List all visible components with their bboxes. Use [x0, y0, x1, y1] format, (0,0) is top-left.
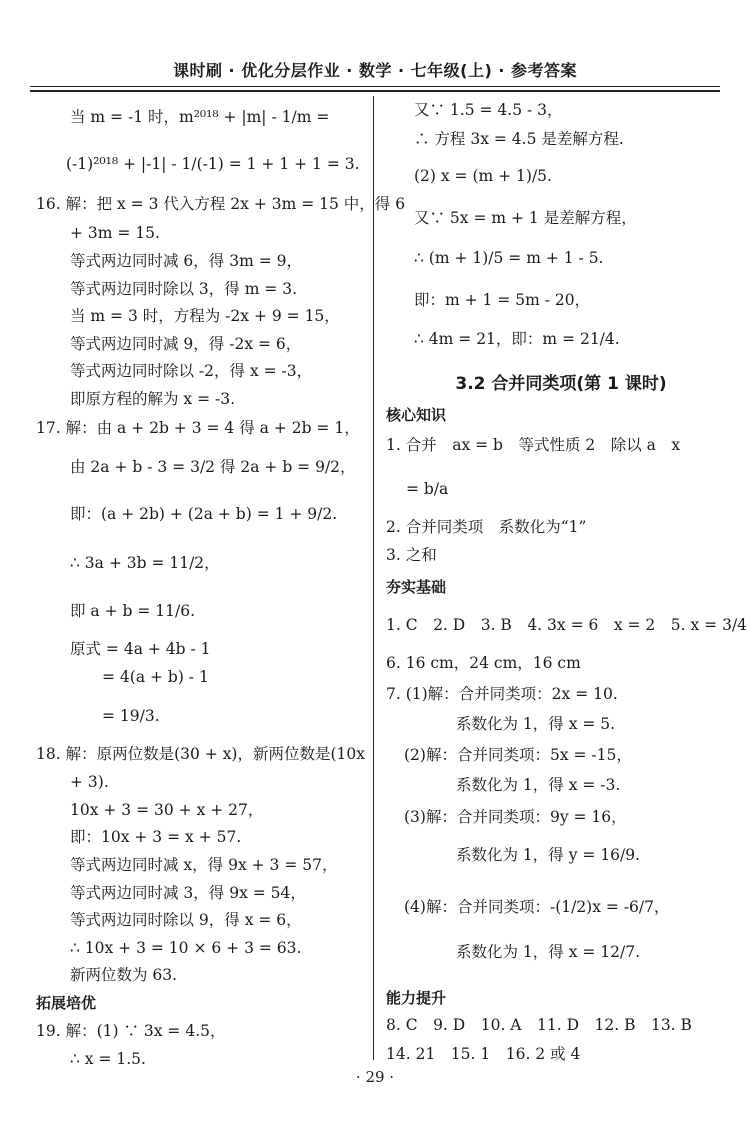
section-heading: 夯实基础	[386, 578, 447, 596]
text-line: 由 2a + b - 3 = 3/2 得 2a + b = 9/2，	[70, 458, 356, 476]
text-line: 即：m + 1 = 5m - 20，	[414, 291, 591, 309]
header-rule	[30, 86, 720, 87]
text-line: 等式两边同时除以 9，得 x = 6，	[70, 911, 302, 929]
text-line: 8. C 9. D 10. A 11. D 12. B 13. B	[386, 1016, 692, 1034]
text-line: 即：10x + 3 = x + 57.	[70, 828, 242, 846]
section-heading: 拓展培优	[36, 994, 97, 1012]
text-line: ∴ x = 1.5.	[70, 1050, 146, 1068]
text-line: 18. 解：原两位数是(30 + x)，新两位数是(10x	[36, 745, 365, 763]
section-heading: 核心知识	[386, 406, 447, 424]
text-line: + 3).	[70, 773, 109, 791]
text-line: 即：(a + 2b) + (2a + b) = 1 + 9/2.	[70, 505, 338, 523]
text-line: 等式两边同时减 6，得 3m = 9，	[70, 252, 302, 270]
text-line: (3)解：合并同类项：9y = 16，	[404, 808, 627, 826]
text-line: ∴ 4m = 21，即：m = 21/4.	[414, 330, 620, 348]
text-line: 1. 合并 ax = b 等式性质 2 除以 a x	[386, 436, 681, 454]
text-line: 系数化为 1，得 x = -3.	[456, 776, 621, 794]
text-line: (2) x = (m + 1)/5.	[414, 167, 552, 185]
text-line: 等式两边同时除以 3，得 m = 3.	[70, 280, 298, 298]
text-line: 原式 = 4a + 4b - 1	[70, 640, 211, 658]
header-rule-thick	[30, 90, 720, 92]
text-line: ∴ (m + 1)/5 = m + 1 - 5.	[414, 249, 604, 267]
text-line: 6. 16 cm，24 cm，16 cm	[386, 654, 581, 672]
text-line: (-1)²⁰¹⁸ + |-1| - 1/(-1) = 1 + 1 + 1 = 3.	[66, 155, 360, 173]
text-line: 系数化为 1，得 x = 12/7.	[456, 943, 641, 961]
section-title: 3.2 合并同类项(第 1 课时)	[455, 374, 667, 394]
text-line: ∴ 10x + 3 = 10 × 6 + 3 = 63.	[70, 939, 302, 957]
text-line: (2)解：合并同类项：5x = -15，	[404, 746, 632, 764]
text-line: 10x + 3 = 30 + x + 27，	[70, 801, 264, 819]
text-line: 系数化为 1，得 y = 16/9.	[456, 846, 641, 864]
text-line: 17. 解：由 a + 2b + 3 = 4 得 a + 2b = 1，	[36, 419, 360, 437]
text-line: 2. 合并同类项 系数化为“1”	[386, 518, 587, 536]
text-line: 等式两边同时减 x，得 9x + 3 = 57，	[70, 856, 338, 874]
text-line: 当 m = -1 时，m²⁰¹⁸ + |m| - 1/m =	[70, 108, 330, 126]
page-header: 课时刷 · 优化分层作业 · 数学 · 七年级(上) · 参考答案	[172, 61, 577, 80]
text-line: + 3m = 15.	[70, 224, 160, 242]
text-line: 3. 之和	[386, 546, 437, 564]
text-line: 1. C 2. D 3. B 4. 3x = 6 x = 2 5. x = 3/4	[386, 616, 748, 634]
text-line: = b/a	[406, 480, 449, 498]
text-line: 又∵ 1.5 = 4.5 - 3，	[414, 101, 563, 119]
page-number: · 29 ·	[355, 1068, 395, 1086]
text-line: (4)解：合并同类项：-(1/2)x = -6/7，	[404, 898, 670, 916]
text-line: 等式两边同时除以 -2，得 x = -3，	[70, 362, 313, 380]
text-line: ∴ 方程 3x = 4.5 是差解方程.	[414, 130, 624, 148]
text-line: 等式两边同时减 3，得 9x = 54，	[70, 884, 306, 902]
text-line: 即原方程的解为 x = -3.	[70, 390, 236, 408]
text-line: 16. 解：把 x = 3 代入方程 2x + 3m = 15 中，得 6	[36, 195, 406, 213]
text-line: ∴ 3a + 3b = 11/2，	[70, 554, 220, 572]
text-line: 7. (1)解：合并同类项：2x = 10.	[386, 685, 618, 703]
text-line: 19. 解：(1) ∵ 3x = 4.5，	[36, 1022, 226, 1040]
text-line: 当 m = 3 时，方程为 -2x + 9 = 15，	[70, 307, 340, 325]
text-line: 新两位数为 63.	[70, 966, 178, 984]
column-divider	[373, 96, 374, 1060]
text-line: 又∵ 5x = m + 1 是差解方程，	[414, 209, 637, 227]
text-line: 14. 21 15. 1 16. 2 或 4	[386, 1045, 581, 1063]
text-line: 系数化为 1，得 x = 5.	[456, 715, 616, 733]
section-heading: 能力提升	[386, 989, 447, 1007]
text-line: 即 a + b = 11/6.	[70, 602, 196, 620]
text-line: = 4(a + b) - 1	[102, 668, 209, 686]
text-line: 等式两边同时减 9，得 -2x = 6，	[70, 335, 302, 353]
text-line: = 19/3.	[102, 707, 160, 725]
